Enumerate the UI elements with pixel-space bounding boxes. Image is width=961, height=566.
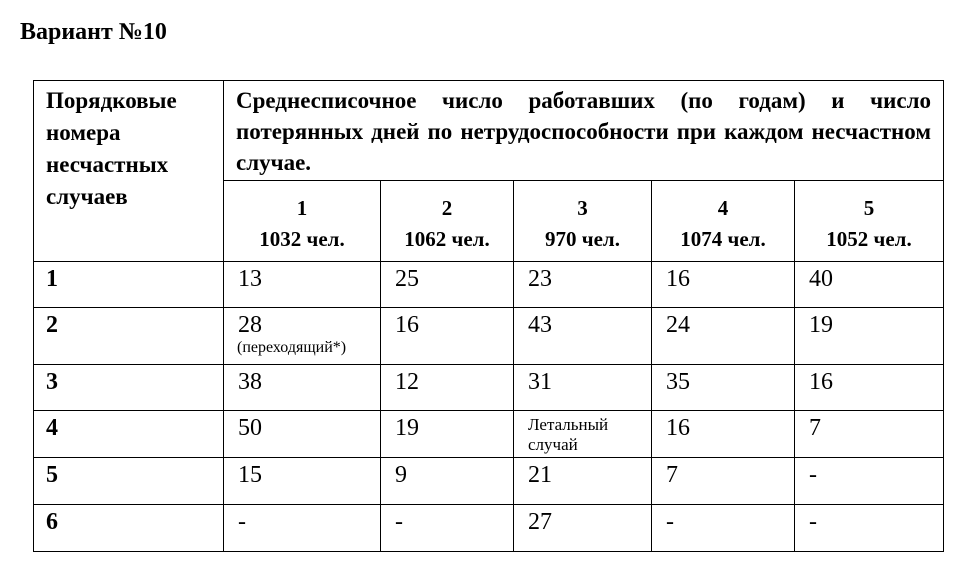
year-number: 3 [577,196,588,220]
table-cell: 19 [795,308,944,365]
accident-number: 5 [34,458,224,505]
table-cell: 40 [795,262,944,308]
row-number-header-line: номера [46,120,121,145]
table-cell: 27 [514,505,652,552]
table-cell: 19 [381,411,514,458]
row-number-header-line: случаев [46,184,128,209]
table-row [34,458,944,505]
table-row [34,505,944,552]
year-header-cell [795,181,944,262]
year-header-cell [514,181,652,262]
row-number-header-line: Порядковые [46,88,177,113]
transitional-note: (переходящий*) [237,339,347,356]
table-cell: 35 [652,365,795,411]
fatal-case-cell [514,411,652,458]
table-cell: 9 [381,458,514,505]
row-number-header [34,81,224,262]
year-workers: 1062 чел. [404,227,490,251]
table-cell: 25 [381,262,514,308]
table-cell: - [795,505,944,552]
table-cell: 7 [652,458,795,505]
table-cell: 16 [381,308,514,365]
fatal-case-line: случай [528,435,578,454]
column-group-description: Среднесписочное число работавших (по годам) и число потерянных дней по нетрудоспособности при каждом несчастном случае. [224,81,944,181]
accident-number: 2 [34,308,224,365]
accident-data-table [33,80,944,552]
accident-number: 1 [34,262,224,308]
year-header-cell [652,181,795,262]
year-workers: 1052 чел. [826,227,912,251]
table-cell: 23 [514,262,652,308]
page-title: Вариант №10 [20,19,167,45]
accident-number: 3 [34,365,224,411]
table-cell: 21 [514,458,652,505]
table-cell-value: 28 [238,312,262,338]
year-workers: 970 чел. [545,227,620,251]
table-cell: 16 [795,365,944,411]
accident-number: 6 [34,505,224,552]
table-cell [224,308,381,365]
year-header-cell [381,181,514,262]
table-header-row [34,81,944,181]
table-cell: - [224,505,381,552]
year-number: 2 [441,196,453,220]
table-row [34,262,944,308]
year-number: 5 [863,196,875,220]
table-cell: - [795,458,944,505]
year-number: 1 [296,196,308,220]
table-cell: 24 [652,308,795,365]
table-cell: 7 [795,411,944,458]
table-row [34,365,944,411]
year-workers: 1074 чел. [680,227,766,251]
table-row [34,411,944,458]
table-cell: 38 [224,365,381,411]
year-number: 4 [717,196,729,220]
table-cell: 15 [224,458,381,505]
table-cell: 50 [224,411,381,458]
year-workers: 1032 чел. [259,227,345,251]
table-cell: - [381,505,514,552]
table-cell: 16 [652,262,795,308]
table-cell: 13 [224,262,381,308]
table-cell: 16 [652,411,795,458]
table-cell: 43 [514,308,652,365]
table-cell: - [652,505,795,552]
year-header-cell [224,181,381,262]
table-cell: 12 [381,365,514,411]
table-row [34,308,944,365]
fatal-case-line: Летальный [528,415,609,434]
table-cell: 31 [514,365,652,411]
accident-number: 4 [34,411,224,458]
row-number-header-line: несчастных [46,152,169,177]
